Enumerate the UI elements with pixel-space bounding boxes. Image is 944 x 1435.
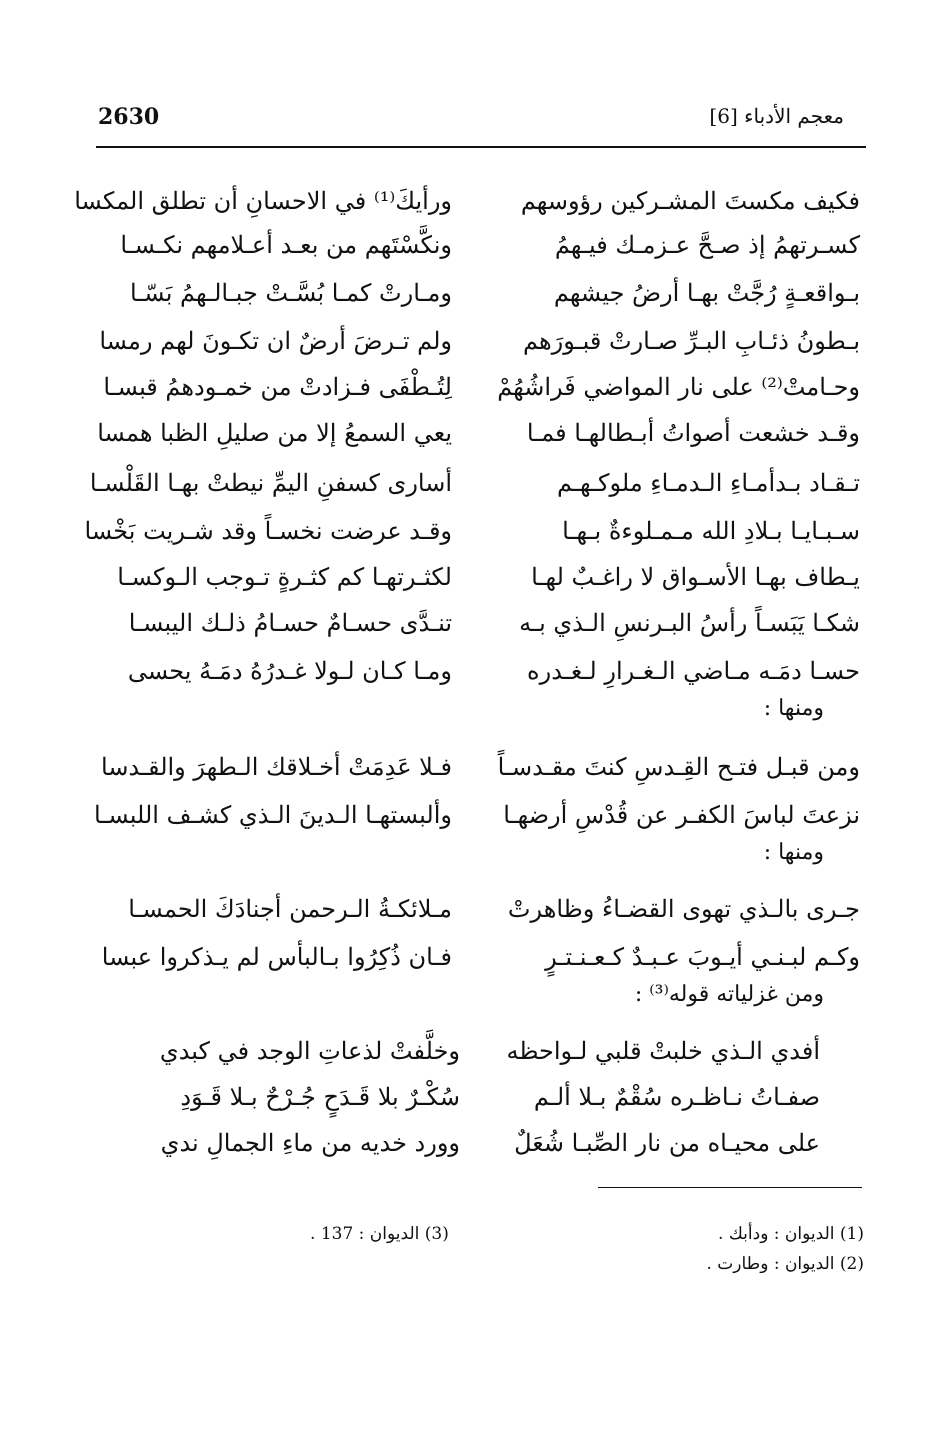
hemistich-right: يـطاف بهـا الأسـواق لا راغـبٌ لهـا [531,563,860,591]
couplet [100,932,860,982]
hemistich-left: سُكْـرٌ بلا قَـدَحٍ جُـرْحٌ بـلا قَـوَدِ [180,1083,460,1111]
hemistich-right: جـرى بالـذي تهوى القضـاءُ وظاهرتْ [507,895,860,923]
hemistich-left: مـلائكـةُ الـرحمن أجنادَكَ الحمسـا [128,895,452,923]
footnote-1: (1) الديوان : ودأبك . [718,1224,864,1244]
hemistich-left: ومـا كـان لـولا غـدرُهُ دمَـهُ يحسى [127,657,452,685]
hemistich-right: شكـا يَبَسـاً رأسُ البـرنسِ الـذي بـه [519,609,860,637]
hemistich-right: على محيـاه من نار الصِّبـا شُعَلٌ [514,1129,820,1157]
section-heading: ومنها : [763,840,824,865]
page-number: 2630 [98,104,160,130]
couplet [100,552,860,602]
hemistich-left: أسارى كسفنِ اليمِّ نيطتْ بهـا القَلْسـا [89,469,452,497]
footnote-2: (2) الديوان : وطارت . [706,1254,864,1274]
couplet [100,884,860,934]
header-rule [96,146,866,148]
couplet [74,176,860,226]
hemistich-left: يعي السمعُ إلا من صليلِ الظبا همسا [97,419,452,447]
hemistich-right: وكـم لبـنـي أيـوبَ عـبـدٌ كـعـنـتـرٍ [545,943,860,971]
hemistich-right: بـطونُ ذئـابِ البـرِّ صـارتْ قبـورَهم [522,327,860,355]
couplet [160,1026,820,1076]
hemistich-left: وخلَّفتْ لذعاتِ الوجد في كبدي [159,1037,460,1065]
hemistich-right: تـقـاد بـدأمـاءِ الـدمـاءِ ملوكـهـم [556,469,860,497]
hemistich-right: بـواقعـةٍ رُجَّتْ بهـا أرضُ جيشهم [553,279,860,307]
footnote-rule [598,1187,862,1188]
couplet [160,1072,820,1122]
section-heading: ومنها : [763,696,824,721]
couplet [100,316,860,366]
hemistich-right: وقـد خشعت أصواتُ أبـطالهـا فمـا [526,419,860,447]
section-heading: ومن غزلياته قوله⁽³⁾ : [634,982,824,1007]
hemistich-left: ونكَّسْتَهم من بعـد أعـلامهم نكـسـا [120,231,452,259]
couplet [100,220,860,270]
couplet [100,646,860,696]
hemistich-right: وحـامتْ⁽²⁾ على نار المواضي فَراشُهُمْ [497,373,860,401]
hemistich-right: حسـا دمَـه مـاضي الـغـرارِ لـغـدره [527,657,860,685]
hemistich-left: وورد خديه من ماءِ الجمالِ ندي [160,1129,460,1157]
hemistich-right: نزعتَ لباسَ الكفـر عن قُدْسِ أرضهـا [503,801,860,829]
hemistich-right: أفدي الـذي خلبتْ قلبي لـواحظه [506,1037,820,1065]
hemistich-left: ورأيكَ⁽¹⁾ في الاحسانِ أن تطلق المكسا [74,187,452,215]
hemistich-left: لكثـرتهـا كم كثـرةٍ تـوجب الـوكسـا [117,563,452,591]
footnote-3: (3) الديوان : 137 . [310,1224,449,1244]
hemistich-left: لِتُـطْفَى فـزادتْ من خمـودهمُ قبسـا [103,373,452,401]
hemistich-left: وألبستهـا الـدينَ الـذي كشـف اللبسـا [94,801,452,829]
running-title: معجم الأدباء [6] [709,104,844,128]
hemistich-right: فكيف مكستَ المشـركين رؤوسهم [520,187,860,215]
couplet [94,790,860,840]
couplet [100,362,860,412]
hemistich-right: كسـرتهمُ إذ صـحَّ عـزمـك فيـهمُ [554,231,860,259]
couplet [89,458,860,508]
hemistich-left: فـان ذُكِرُوا بـالبأس لم يـذكروا عبسا [101,943,452,971]
couplet [160,1118,820,1168]
hemistich-right: صفـاتُ نـاظـره سُقْمٌ بـلا ألـم [533,1083,820,1111]
couplet [100,742,860,792]
hemistich-left: وقـد عرضت نخسـاً وقد شـريت بَخْسا [84,517,452,545]
hemistich-left: ومـارتْ كمـا بُسَّـتْ جبـالـهمُ بَسّـا [129,279,452,307]
couplet [84,506,860,556]
hemistich-left: ولم تـرضَ أرضٌ ان تكـونَ لهم رمسا [99,327,452,355]
hemistich-left: تنـدَّى حسـامٌ حسـامُ ذلـك اليبسـا [128,609,452,637]
couplet [100,268,860,318]
couplet [97,408,860,458]
hemistich-left: فـلا عَدِمَتْ أخـلاقك الـطهرَ والقـدسا [101,753,452,781]
hemistich-right: سـبـايـا بـلادِ الله مـمـلوءةٌ بـهـا [562,517,860,545]
hemistich-right: ومن قبـل فتـح القِـدسِ كنتَ مقـدسـاً [497,753,860,781]
couplet [100,598,860,648]
